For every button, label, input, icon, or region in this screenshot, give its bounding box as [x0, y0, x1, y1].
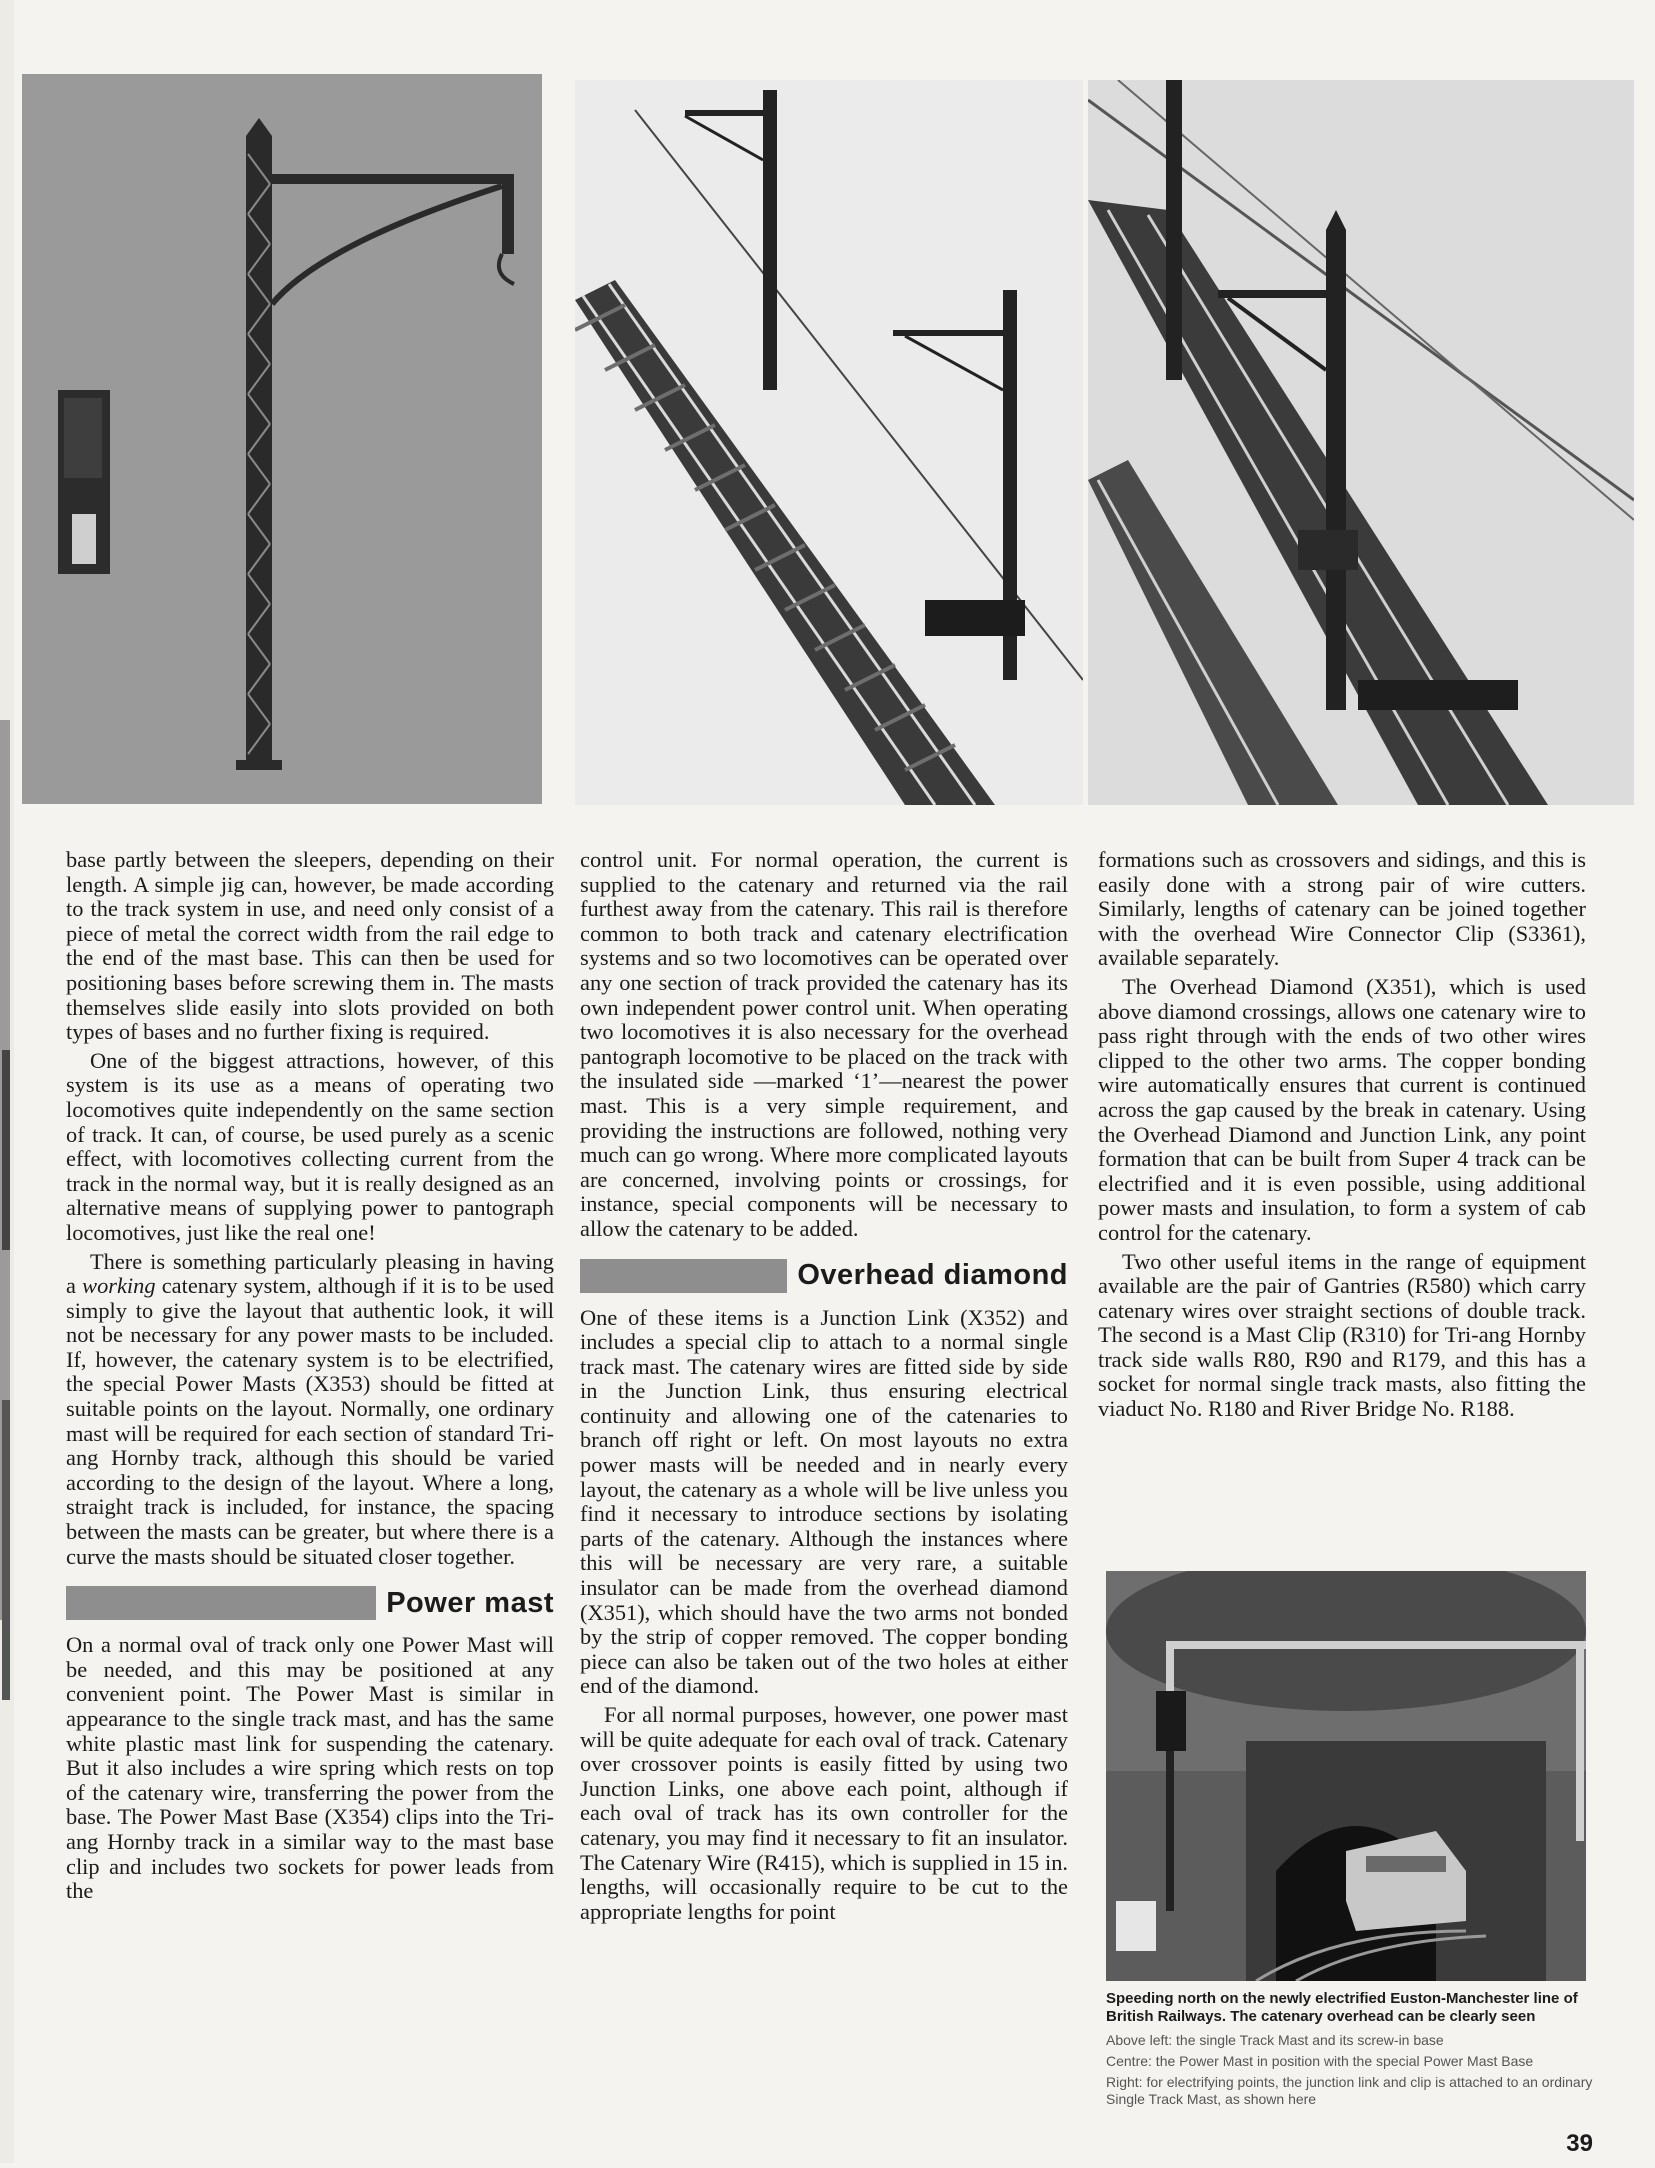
- heading-text: Power mast: [386, 1586, 554, 1619]
- section-heading-overhead-diamond: [580, 1256, 1068, 1296]
- paragraph: One of the biggest attractions, however, of this system is its use as a means of operating two locomotives quite independently on the same section of track. It can, of course, be used purely as a scenic effect, with locomotives collecting current from the track in the normal way, but it is really designed as an alternative means of supplying power to pantograph locomotives, just like the real one!: [66, 1047, 554, 1245]
- photo-caption: [1106, 1990, 1594, 2112]
- photo-railway-tunnel: [1106, 1571, 1586, 1981]
- caption-left: Above left: the single Track Mast and its screw-in base: [1106, 2032, 1444, 2048]
- heading-bar: [66, 1586, 376, 1620]
- paragraph: control unit. For normal operation, the current is supplied to the catenary and returned via the rail furthest away from the catenary. This rail is therefore common to both track and catenary electrification systems and so two locomotives can be operated over any one section of track provided the catenary has its own independent power control unit. When operating two locomotives it is also necessary for the overhead pantograph locomotive to be placed on the track with the insulated side —marked ‘1’—nearest the power mast. This is a very simple requirement, and providing the instructions are followed, nothing very much can go wrong. Where more complicated layouts are concerned, involving points or crossings, for instance, special components will be necessary to allow the catenary to be added.: [580, 847, 1068, 1241]
- paragraph: One of these items is a Junction Link (X352) and includes a special clip to attach to a normal single track mast. The catenary wires are fitted side by side in the Junction Link, thus ensuring electrical continuity and allowing one of the catenaries to branch off right or left. On most layouts no extra power masts will be needed and in nearly every layout, the catenary as a whole will be live unless you find it necessary to introduce sections by isolating parts of the catenary. Although the instances where this will be necessary are very rare, a suitable insulator can be made from the overhead diamond (X351), which should have the two arms not bonded by the strip of copper removed. The copper bonding piece can also be taken out of the two holes at either end of the diamond.: [580, 1304, 1068, 1699]
- emphasis: working: [82, 1273, 156, 1299]
- paragraph: There is something particularly pleasing in having a working catenary system, although if it is to be used simply to give the layout that authentic look, it will not be necessary for any power masts to be included. If, however, the catenary system is to be electrified, the special Power Masts (X353) should be fitted at suitable points on the layout. Normally, one ordinary mast will be required for each section of standard Tri-ang Hornby track, although this should be varied according to the design of the layout. Where a long, straight track is included, for instance, the spacing between the masts can be greater, but where there is a curve the masts should be situated closer together.: [66, 1248, 554, 1569]
- paragraph: formations such as crossovers and sidings, and this is easily done with a strong pair of wire cutters. Similarly, lengths of catenary can be joined together with the overhead Wire Connector Clip (S3361), available separately.: [1098, 847, 1586, 971]
- caption-right: Right: for electrifying points, the junction link and clip is attached to an ordinary Single Track Mast, as shown here: [1106, 2074, 1593, 2107]
- paragraph: base partly between the sleepers, depending on their length. A simple jig can, however, be made according to the track system in use, and need only consist of a piece of metal the correct width from the rail edge to the end of the mast base. This can then be used for positioning bases before screwing them in. The masts themselves slide easily into slots provided on both types of bases and no further fixing is required.: [66, 847, 554, 1045]
- paragraph: For all normal purposes, however, one power mast will be quite adequate for each oval of track. Catenary over crossover points is easily fitted by using two Junction Links, one above each point, although if each oval of track has its own controller for the catenary, you may find it necessary to fit an insulator. The Catenary Wire (R415), which is supplied in 15 in. lengths, will occasionally require to be cut to the appropriate lengths for point: [580, 1702, 1068, 1924]
- page-edge-strip: [0, 0, 14, 2163]
- text-column-3: [1098, 848, 1586, 1426]
- text-column-1: [66, 848, 554, 1908]
- caption-main: Speeding north on the newly electrified Euston-Manchester line of British Railways. The catenary overhead can be clearly seen: [1106, 1990, 1578, 2025]
- section-heading-power-mast: [66, 1583, 554, 1623]
- paragraph: Two other useful items in the range of equipment available are the pair of Gantries (R580) which carry catenary wires over straight sections of double track. The second is a Mast Clip (R310) for Tri-ang Hornby track side walls R80, R90 and R179, and this has a socket for normal single track masts, also fitting the viaduct No. R180 and River Bridge No. R188.: [1098, 1248, 1586, 1422]
- paragraph: The Overhead Diamond (X351), which is used above diamond crossings, allows one catenary wire to pass right through with the ends of two other wires clipped to the other two arms. The copper bonding wire automatically ensures that current is continued across the gap caused by the break in catenary. Using the Overhead Diamond and Junction Link, any point formation that can be built from Super 4 track can be electrified and it is even possible, using additional power masts and insulation, to form a system of cab control for the catenary.: [1098, 973, 1586, 1245]
- page-number: 39: [1566, 2130, 1593, 2157]
- photo-track-mast: [22, 74, 542, 804]
- photo-power-mast: [575, 80, 1083, 805]
- text-column-2: [580, 848, 1068, 1928]
- photo-junction-link: [1088, 80, 1634, 805]
- caption-centre: Centre: the Power Mast in position with the special Power Mast Base: [1106, 2053, 1534, 2069]
- heading-bar: [580, 1259, 787, 1293]
- paragraph: On a normal oval of track only one Power Mast will be needed, and this may be positioned at any convenient point. The Power Mast is similar in appearance to the single track mast, and has the same white plastic mast link for suspending the catenary. But it also includes a wire spring which rests on top of the catenary wire, transferring the power from the base. The Power Mast Base (X354) clips into the Tri-ang Hornby track in a similar way to the mast base clip and includes two sockets for power leads from the: [66, 1632, 554, 1904]
- heading-text: Overhead diamond: [797, 1259, 1068, 1292]
